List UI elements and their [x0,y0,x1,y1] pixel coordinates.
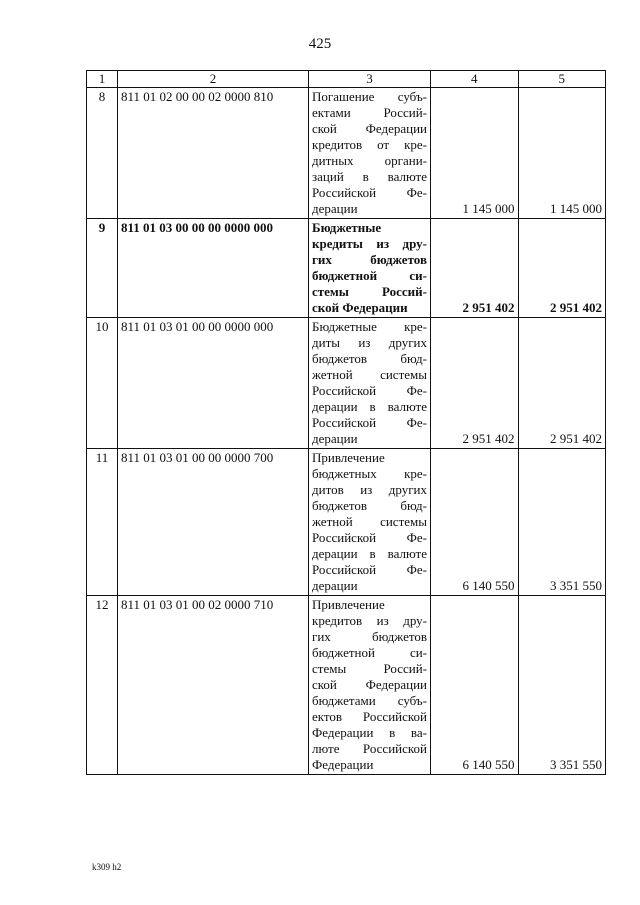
description-line: Российской Фе- [312,415,427,430]
description-line: кредиты из дру- [312,236,427,251]
row-number: 10 [87,318,118,449]
value-col-4: 2 951 402 [431,219,519,318]
description-line: гих бюджетов [312,252,427,267]
header-col-4: 4 [431,71,519,88]
table-row [87,219,606,318]
budget-code: 811 01 03 01 00 02 0000 710 [118,596,309,775]
description-line: стемы Россий- [312,661,427,676]
value-col-4: 6 140 550 [431,449,519,596]
description-line: люте Российской [312,741,427,756]
description-line: кредитов от кре- [312,137,427,152]
description-line: кредитов из дру- [312,613,427,628]
description-line: Федерации [312,757,374,772]
value-col-5: 1 145 000 [518,88,606,219]
description-line: дерации в валюте [312,399,427,414]
value-col-5: 2 951 402 [518,219,606,318]
description-line: жетной системы [312,514,427,529]
description-line: гих бюджетов [312,629,427,644]
description-line: дерации в валюте [312,546,427,561]
description-line: дерации [312,201,358,216]
description-line: Федерации в ва- [312,725,427,740]
description-line: дитных органи- [312,153,427,168]
description-line: Привлечение [312,450,385,465]
table-header-row [87,71,606,88]
row-number: 12 [87,596,118,775]
header-col-5: 5 [518,71,606,88]
description-line: бюджетов бюд- [312,498,427,513]
table-row [87,318,606,449]
description-line: дерации [312,431,358,446]
description-line: Российской Фе- [312,562,427,577]
value-col-5: 2 951 402 [518,318,606,449]
page-number: 425 [308,36,332,52]
description-line: бюджетов бюд- [312,351,427,366]
row-description [309,88,431,219]
description-line: заций в валюте [312,169,427,184]
value-col-5: 3 351 550 [518,449,606,596]
description-line: ской Федерации [312,677,427,692]
value-col-4: 1 145 000 [431,88,519,219]
budget-table [86,70,606,775]
description-line: бюджетной си- [312,268,427,283]
description-line: Погашение субъ- [312,89,427,104]
footer-code: k309 h2 [92,862,122,872]
row-description [309,318,431,449]
row-number: 11 [87,449,118,596]
description-line: стемы Россий- [312,284,427,299]
table-row [87,449,606,596]
value-col-4: 2 951 402 [431,318,519,449]
row-description [309,219,431,318]
description-line: жетной системы [312,367,427,382]
description-line: дитов из других [312,482,427,497]
row-number: 8 [87,88,118,219]
description-line: ской Федерации [312,121,427,136]
header-col-3: 3 [309,71,431,88]
description-line: бюджетной си- [312,645,427,660]
header-col-1: 1 [87,71,118,88]
budget-code: 811 01 03 00 00 00 0000 000 [118,219,309,318]
budget-code: 811 01 03 01 00 00 0000 700 [118,449,309,596]
value-col-5: 3 351 550 [518,596,606,775]
table-body [87,88,606,775]
description-line: диты из других [312,335,427,350]
value-col-4: 6 140 550 [431,596,519,775]
description-line: Российской Фе- [312,185,427,200]
description-line: Бюджетные кре- [312,319,427,334]
row-number: 9 [87,219,118,318]
header-col-2: 2 [118,71,309,88]
budget-code: 811 01 03 01 00 00 0000 000 [118,318,309,449]
table-row [87,596,606,775]
row-description [309,596,431,775]
description-line: ской Федерации [312,300,408,315]
description-line: ектами Россий- [312,105,427,120]
description-line: бюджетами субъ- [312,693,427,708]
description-line: бюджетных кре- [312,466,427,481]
description-line: Бюджетные [312,220,382,235]
description-line: Привлечение [312,597,385,612]
description-line: Российской Фе- [312,383,427,398]
table-row [87,88,606,219]
budget-code: 811 01 02 00 00 02 0000 810 [118,88,309,219]
description-line: дерации [312,578,358,593]
description-line: ектов Российской [312,709,427,724]
row-description [309,449,431,596]
description-line: Российской Фе- [312,530,427,545]
